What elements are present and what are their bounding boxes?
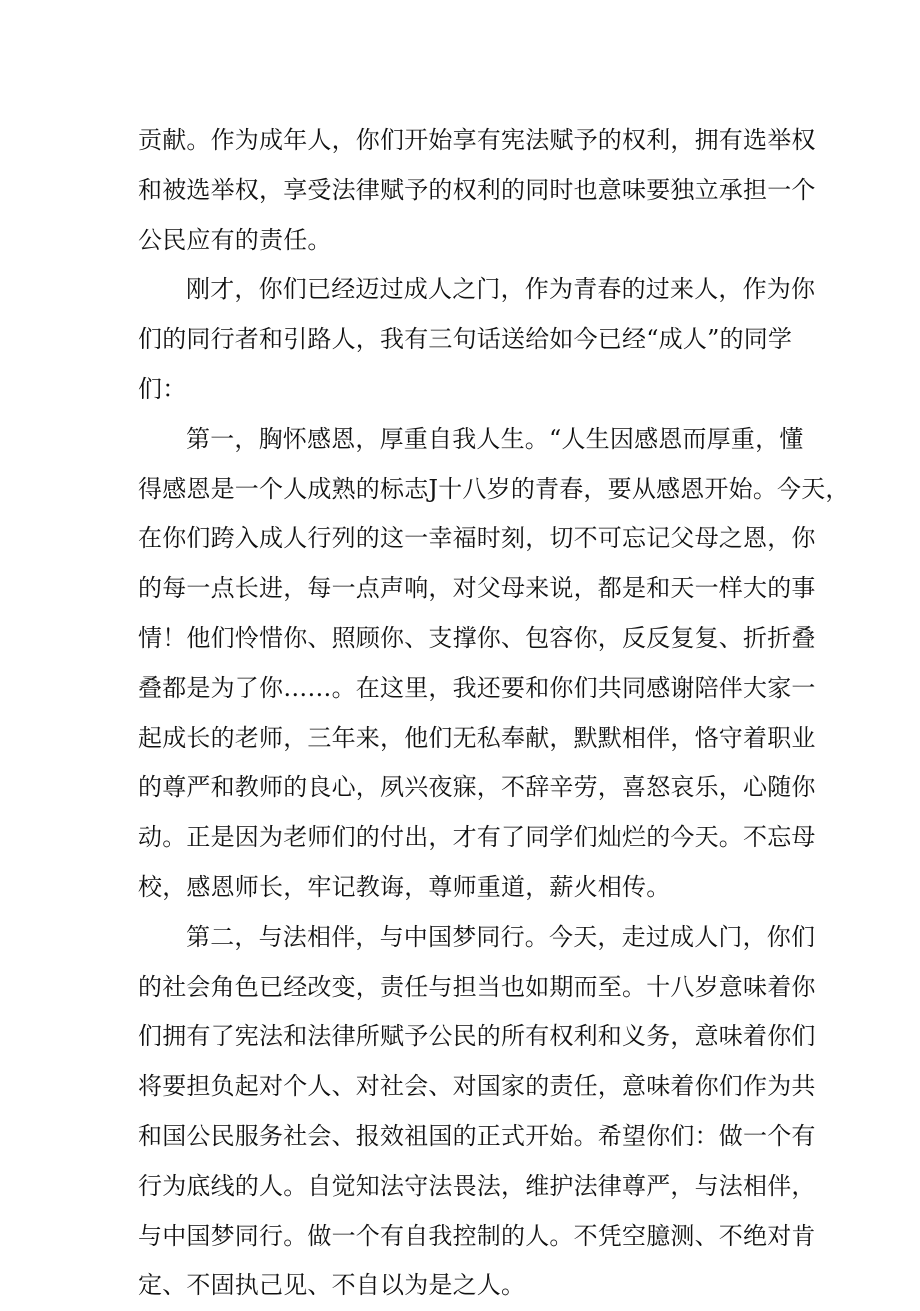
text-line: 定、不固执己见、不自以为是之人。: [138, 1271, 526, 1300]
text-line: 校，感恩师长，牢记教诲，尊师重道，薪火相传。: [138, 872, 671, 901]
text-line: 情！他们怜惜你、照顾你、支撑你、包容你，反反复复、折折叠: [138, 623, 816, 652]
paragraph-start-line: 第一，胸怀感恩，厚重自我人生。“人生因感恩而厚重，懂: [186, 424, 804, 453]
text-line: 贡献。作为成年人，你们开始享有宪法赋予的权利，拥有选举权: [138, 126, 816, 154]
text-line: 行为底线的人。自觉知法守法畏法，维护法律尊严，与法相伴，: [138, 1171, 816, 1200]
text-line: 叠都是为了你……。在这里，我还要和你们共同感谢陪伴大家一: [138, 673, 816, 702]
text-line: 的社会角色已经改变，责任与担当也如期而至。十八岁意味着你: [138, 972, 816, 1001]
paragraph-start-line: 刚才，你们已经迈过成人之门，作为青春的过来人，作为你: [186, 275, 816, 304]
text-line: 得感恩是一个人成熟的标志J十八岁的青春，要从感恩开始。今天，: [138, 474, 850, 503]
text-line: 的每一点长进，每一点声响，对父母来说，都是和天一样大的事: [138, 574, 816, 603]
text-line: 们：: [138, 374, 187, 403]
document-body: [138, 116, 850, 1311]
text-line: 动。正是因为老师们的付出，才有了同学们灿烂的今天。不忘母: [138, 823, 816, 852]
text-line: 将要担负起对个人、对社会、对国家的责任，意味着你们作为共: [138, 1072, 816, 1101]
text-line: 们的同行者和引路人，我有三句话送给如今已经“成人”的同学: [138, 325, 793, 354]
text-line: 们拥有了宪法和法律所赋予公民的所有权利和义务，意味着你们: [138, 1022, 816, 1051]
paragraph-start-line: 第二，与法相伴，与中国梦同行。今天，走过成人门，你们: [186, 922, 816, 951]
text-line: 和被选举权，享受法律赋予的权利的同时也意味要独立承担一个: [138, 175, 816, 204]
text-line: 公民应有的责任。: [138, 225, 332, 254]
text-line: 起成长的老师，三年来，他们无私奉献，默默相伴，恪守着职业: [138, 723, 816, 752]
text-line: 在你们跨入成人行列的这一幸福时刻，切不可忘记父母之恩，你: [138, 524, 816, 553]
text-line: 的尊严和教师的良心，夙兴夜寐，不辞辛劳，喜怒哀乐，心随你: [138, 773, 816, 802]
text-line: 和国公民服务社会、报效祖国的正式开始。希望你们：做一个有: [138, 1121, 816, 1150]
text-line: 与中国梦同行。做一个有自我控制的人。不凭空臆测、不绝对肯: [138, 1221, 816, 1250]
